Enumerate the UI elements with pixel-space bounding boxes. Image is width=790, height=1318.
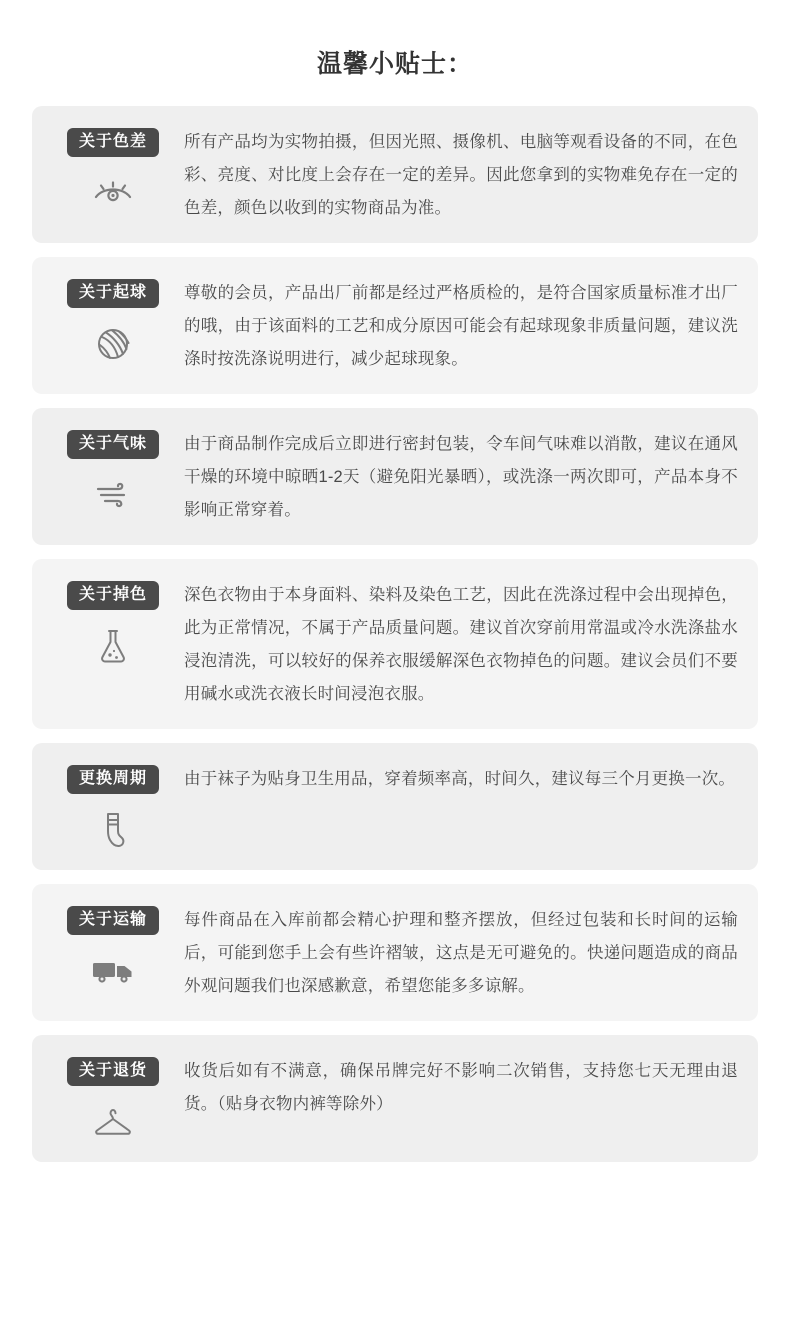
tip-badge-label: 关于掉色 [67, 581, 159, 610]
tip-badge-column [48, 275, 178, 366]
tip-body-column [178, 275, 738, 376]
tip-body-column [178, 1053, 738, 1121]
tip-badge-label: 关于气味 [67, 430, 159, 459]
tip-body-column [178, 761, 738, 796]
tip-section-color-fading [32, 559, 758, 729]
wind-icon [90, 473, 136, 517]
flask-icon [90, 624, 136, 668]
tip-body-text: 每件商品在入库前都会精心护理和整齐摆放，但经过包装和长时间的运输后，可能到您手上会有些许褶皱，这点是无可避免的。快递问题造成的商品外观问题我们也深感歉意，希望您能多多谅解。 [184, 911, 738, 995]
tip-body-column [178, 124, 738, 225]
tip-body-column [178, 577, 738, 711]
tip-badge-label: 关于运输 [67, 906, 159, 935]
tip-badge-label: 关于退货 [67, 1057, 159, 1086]
tip-body-text: 由于袜子为贴身卫生用品，穿着频率高，时间久，建议每三个月更换一次。 [184, 770, 736, 788]
tip-badge-column [48, 577, 178, 668]
tip-body-text: 收货后如有不满意，确保吊牌完好不影响二次销售，支持您七天无理由退货。（贴身衣物内裤等除外） [184, 1062, 738, 1113]
tip-section-pilling [32, 257, 758, 394]
tip-badge-label: 关于色差 [67, 128, 159, 157]
tip-section-odor [32, 408, 758, 545]
tip-section-replacement-cycle [32, 743, 758, 870]
sock-icon [90, 808, 136, 852]
tip-section-shipping [32, 884, 758, 1021]
truck-icon [90, 949, 136, 993]
tip-body-text: 深色衣物由于本身面料、染料及染色工艺，因此在洗涤过程中会出现掉色，此为正常情况，不属于产品质量问题。建议首次穿前用常温或冷水洗涤盐水浸泡清洗，可以较好的保养衣服缓解深色衣物掉色的问题。建议会员们不要用碱水或洗衣液长时间浸泡衣服。 [184, 586, 738, 703]
tip-body-column [178, 902, 738, 1003]
yarn-ball-icon [90, 322, 136, 366]
tip-badge-column [48, 761, 178, 852]
tip-section-returns [32, 1035, 758, 1162]
tip-badge-column [48, 902, 178, 993]
tip-badge-column [48, 426, 178, 517]
tip-section-color-difference [32, 106, 758, 243]
tip-body-column [178, 426, 738, 527]
page-title: 温馨小贴士： [316, 50, 473, 78]
eye-icon [90, 171, 136, 215]
tip-body-text: 由于商品制作完成后立即进行密封包装，令车间气味难以消散，建议在通风干燥的环境中晾晒1-2天（避免阳光暴晒），或洗涤一两次即可，产品本身不影响正常穿着。 [184, 435, 738, 519]
tip-badge-column [48, 1053, 178, 1144]
tips-section-list [0, 106, 790, 1162]
tip-badge-column [48, 124, 178, 215]
hanger-icon [90, 1100, 136, 1144]
tip-body-text: 所有产品均为实物拍摄，但因光照、摄像机、电脑等观看设备的不同，在色彩、亮度、对比度上会存在一定的差异。因此您拿到的实物难免存在一定的色差，颜色以收到的实物商品为准。 [184, 133, 738, 217]
tip-body-text: 尊敬的会员，产品出厂前都是经过严格质检的，是符合国家质量标准才出厂的哦，由于该面料的工艺和成分原因可能会有起球现象非质量问题，建议洗涤时按洗涤说明进行，减少起球现象。 [184, 284, 738, 368]
tip-badge-label: 更换周期 [67, 765, 159, 794]
tip-badge-label: 关于起球 [67, 279, 159, 308]
